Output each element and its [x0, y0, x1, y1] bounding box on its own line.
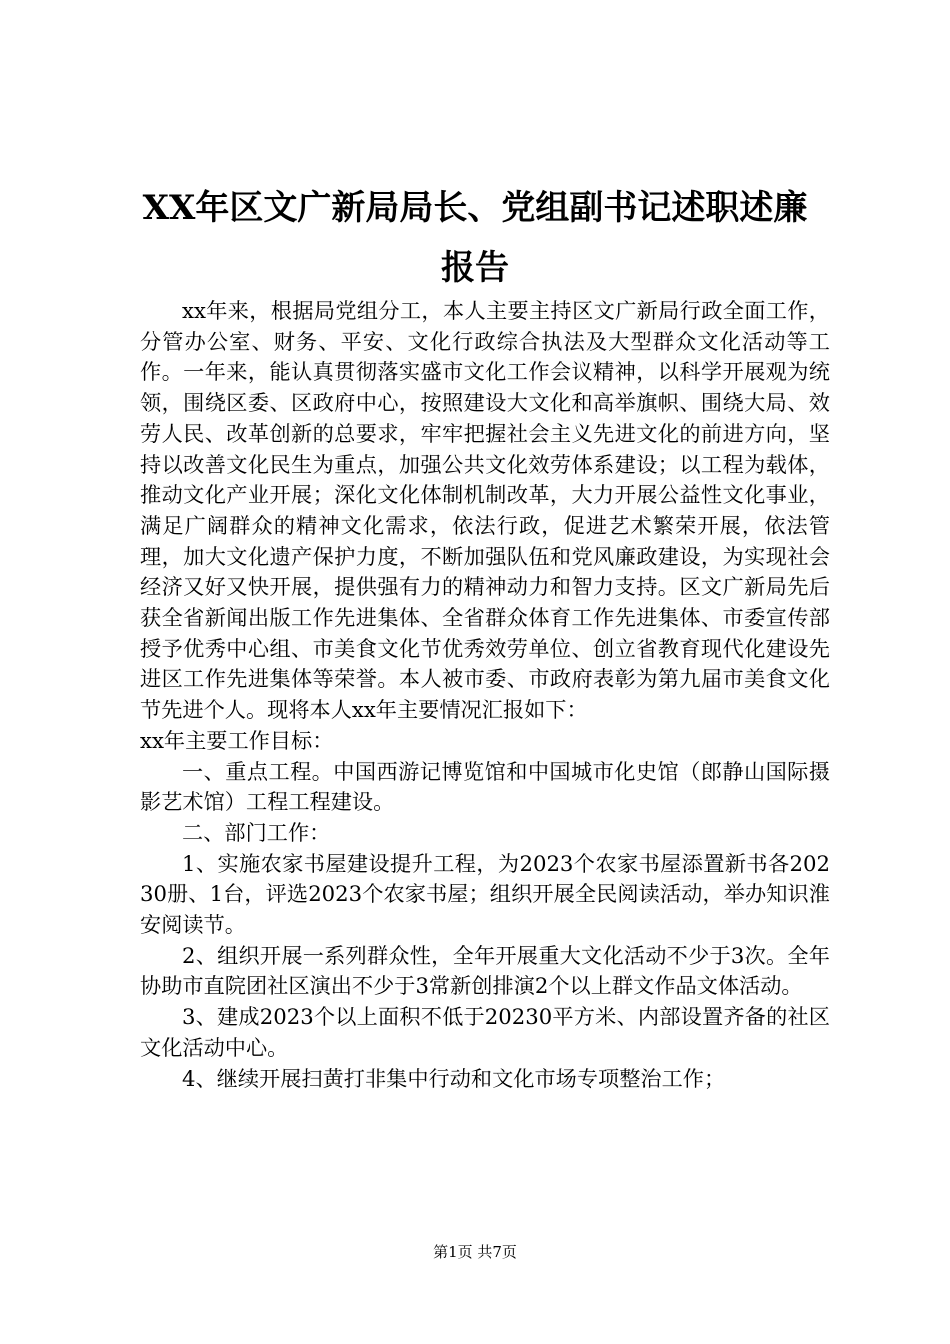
paragraph-department-work: 二、部门工作：: [182, 819, 331, 845]
document-title-line-2: 报告: [441, 248, 509, 288]
paragraph-item-3: 3、建成2023个以上面积不低于20230平方米、内部设置齐备的社区文化活动中心。: [140, 1004, 830, 1060]
paragraph-item-2: 2、组织开展一系列群众性，全年开展重大文化活动不少于3次。全年协助市直院团社区演出不少于3常新创排演2个以上群文作品文体活动。: [140, 942, 830, 999]
page-number-footer: 第1页 共7页: [433, 1243, 517, 1261]
paragraph-item-1: 1、实施农家书屋建设提升工程，为2023个农家书屋添置新书各20230册、1台，评选2023个农家书屋；组织开展全民阅读活动，举办知识淮安阅读节。: [140, 850, 830, 938]
paragraph-intro: xx年来，根据局党组分工，本人主要主持区文广新局行政全面工作，分管办公室、财务、平安、文化行政综合执法及大型群众文化活动等工作。一年来，能认真贯彻落实盛市文化工作会议精神，以科学开展观为统领，围绕区委、区政府中心，按照建设大文化和高举旗帜、围绕大局、效劳人民、改革创新的总要求，牢牢把握社会主义先进文化的前进方向，坚持以改善文化民生为重点，加强公共文化效劳体系建设；以工程为载体，推动文化产业开展；深化文化体制机制改革，大力开展公益性文化事业，满足广阔群众的精神文化需求，依法行政，促进艺术繁荣开展，依法管理，加大文化遗产保护力度，不断加强队伍和党风廉政建设，为实现社会经济又好又快开展，提供强有力的精神动力和智力支持。区文广新局先后获全省新闻出版工作先进集体、全省群众体育工作先进集体、市委宣传部授予优秀中心组、市美食文化节优秀效劳单位、创立省教育现代化建设先进区工作先进集体等荣誉。本人被市委、市政府表彰为第九届市美食文化节先进个人。现将本人xx年主要情况汇报如下：: [140, 298, 830, 723]
document-body: [140, 296, 830, 1094]
document-title-line-1: XX年区文广新局局长、党组副书记述职述廉: [142, 188, 808, 228]
paragraph-item-4: 4、继续开展扫黄打非集中行动和文化市场专项整治工作；: [182, 1065, 726, 1091]
paragraph-key-projects: 一、重点工程。中国西游记博览馆和中国城市化史馆（郎静山国际摄影艺术馆）工程工程建设。: [140, 758, 830, 815]
paragraph-goals-heading: xx年主要工作目标：: [140, 727, 334, 753]
